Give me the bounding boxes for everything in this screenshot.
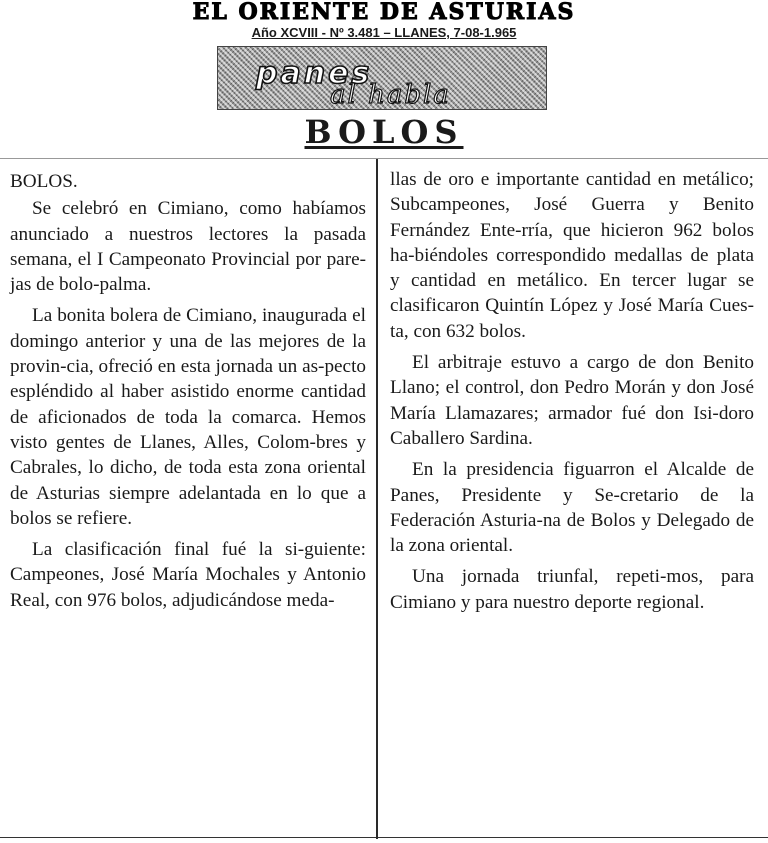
logo-word-al-habla: al habla	[330, 80, 451, 110]
logo-word-panes: panes	[256, 56, 373, 91]
article-paragraph: Se celebró en Cimiano, como habíamos anunciado a nuestros lectores la pasada semana, el I Campeonato Provincial por pare-jas de bolo-palma.	[10, 198, 366, 296]
issue-info-line	[0, 25, 768, 41]
section-logo-lettering	[218, 47, 547, 110]
article-column-left	[10, 169, 366, 619]
article-paragraph: El arbitraje estuvo a cargo de don Benito Llano; el control, don Pedro Morán y don José María Llamazares; armador fué don Isi-doro Caballero Sardina.	[390, 352, 754, 449]
column-divider	[376, 159, 378, 839]
article-paragraph: La bonita bolera de Cimiano, inaugurada el domingo anterior y una de las mejores de la provin-cia, ofreció en esta jornada un as-pecto espléndido al haber asistido enorme cantidad de aficionados de toda la comarca. Hemos visto gentes de Llanes, Alles, Colom-bres y Cabrales, lo dicho, de toda esta zona oriental de Asturias siempre adelantada en lo que a bolos se refiere.	[10, 305, 366, 529]
section-logo	[217, 46, 547, 110]
article-paragraph: La clasificación final fué la si-guiente: Campeones, José María Mochales y Antonio Real, con 976 bolos, adjudicándose meda-	[10, 539, 366, 611]
article-headline-text: BOLOS	[304, 113, 464, 151]
newspaper-masthead: EL ORIENTE DE ASTURIAS	[192, 0, 576, 25]
article-kicker: BOLOS.	[10, 171, 78, 192]
article-column-right	[390, 167, 754, 621]
article-paragraph-continued: llas de oro e importante cantidad en metálico; Subcampeones, José Guerra y Benito Fernández Ente-rría, que hicieron 962 bolos ha-biéndoles correspondido medallas de plata y cantidad en metálico. En tercer lugar se clasificaron Quintín López y José María Cues-ta, con 632 bolos.	[390, 169, 754, 342]
article-paragraph: En la presidencia figuarron el Alcalde de Panes, Presidente y Se-cretario de la Federación Asturia-na de Bolos y Delegado de la zona oriental.	[390, 459, 754, 557]
issue-info-text: Año XCVIII - Nº 3.481 – LLANES, 7-08-1.965	[251, 25, 517, 40]
article-body	[0, 158, 768, 838]
article-paragraph: Una jornada triunfal, repeti-mos, para Cimiano y para nuestro deporte regional.	[390, 566, 754, 613]
article-headline	[0, 112, 768, 152]
